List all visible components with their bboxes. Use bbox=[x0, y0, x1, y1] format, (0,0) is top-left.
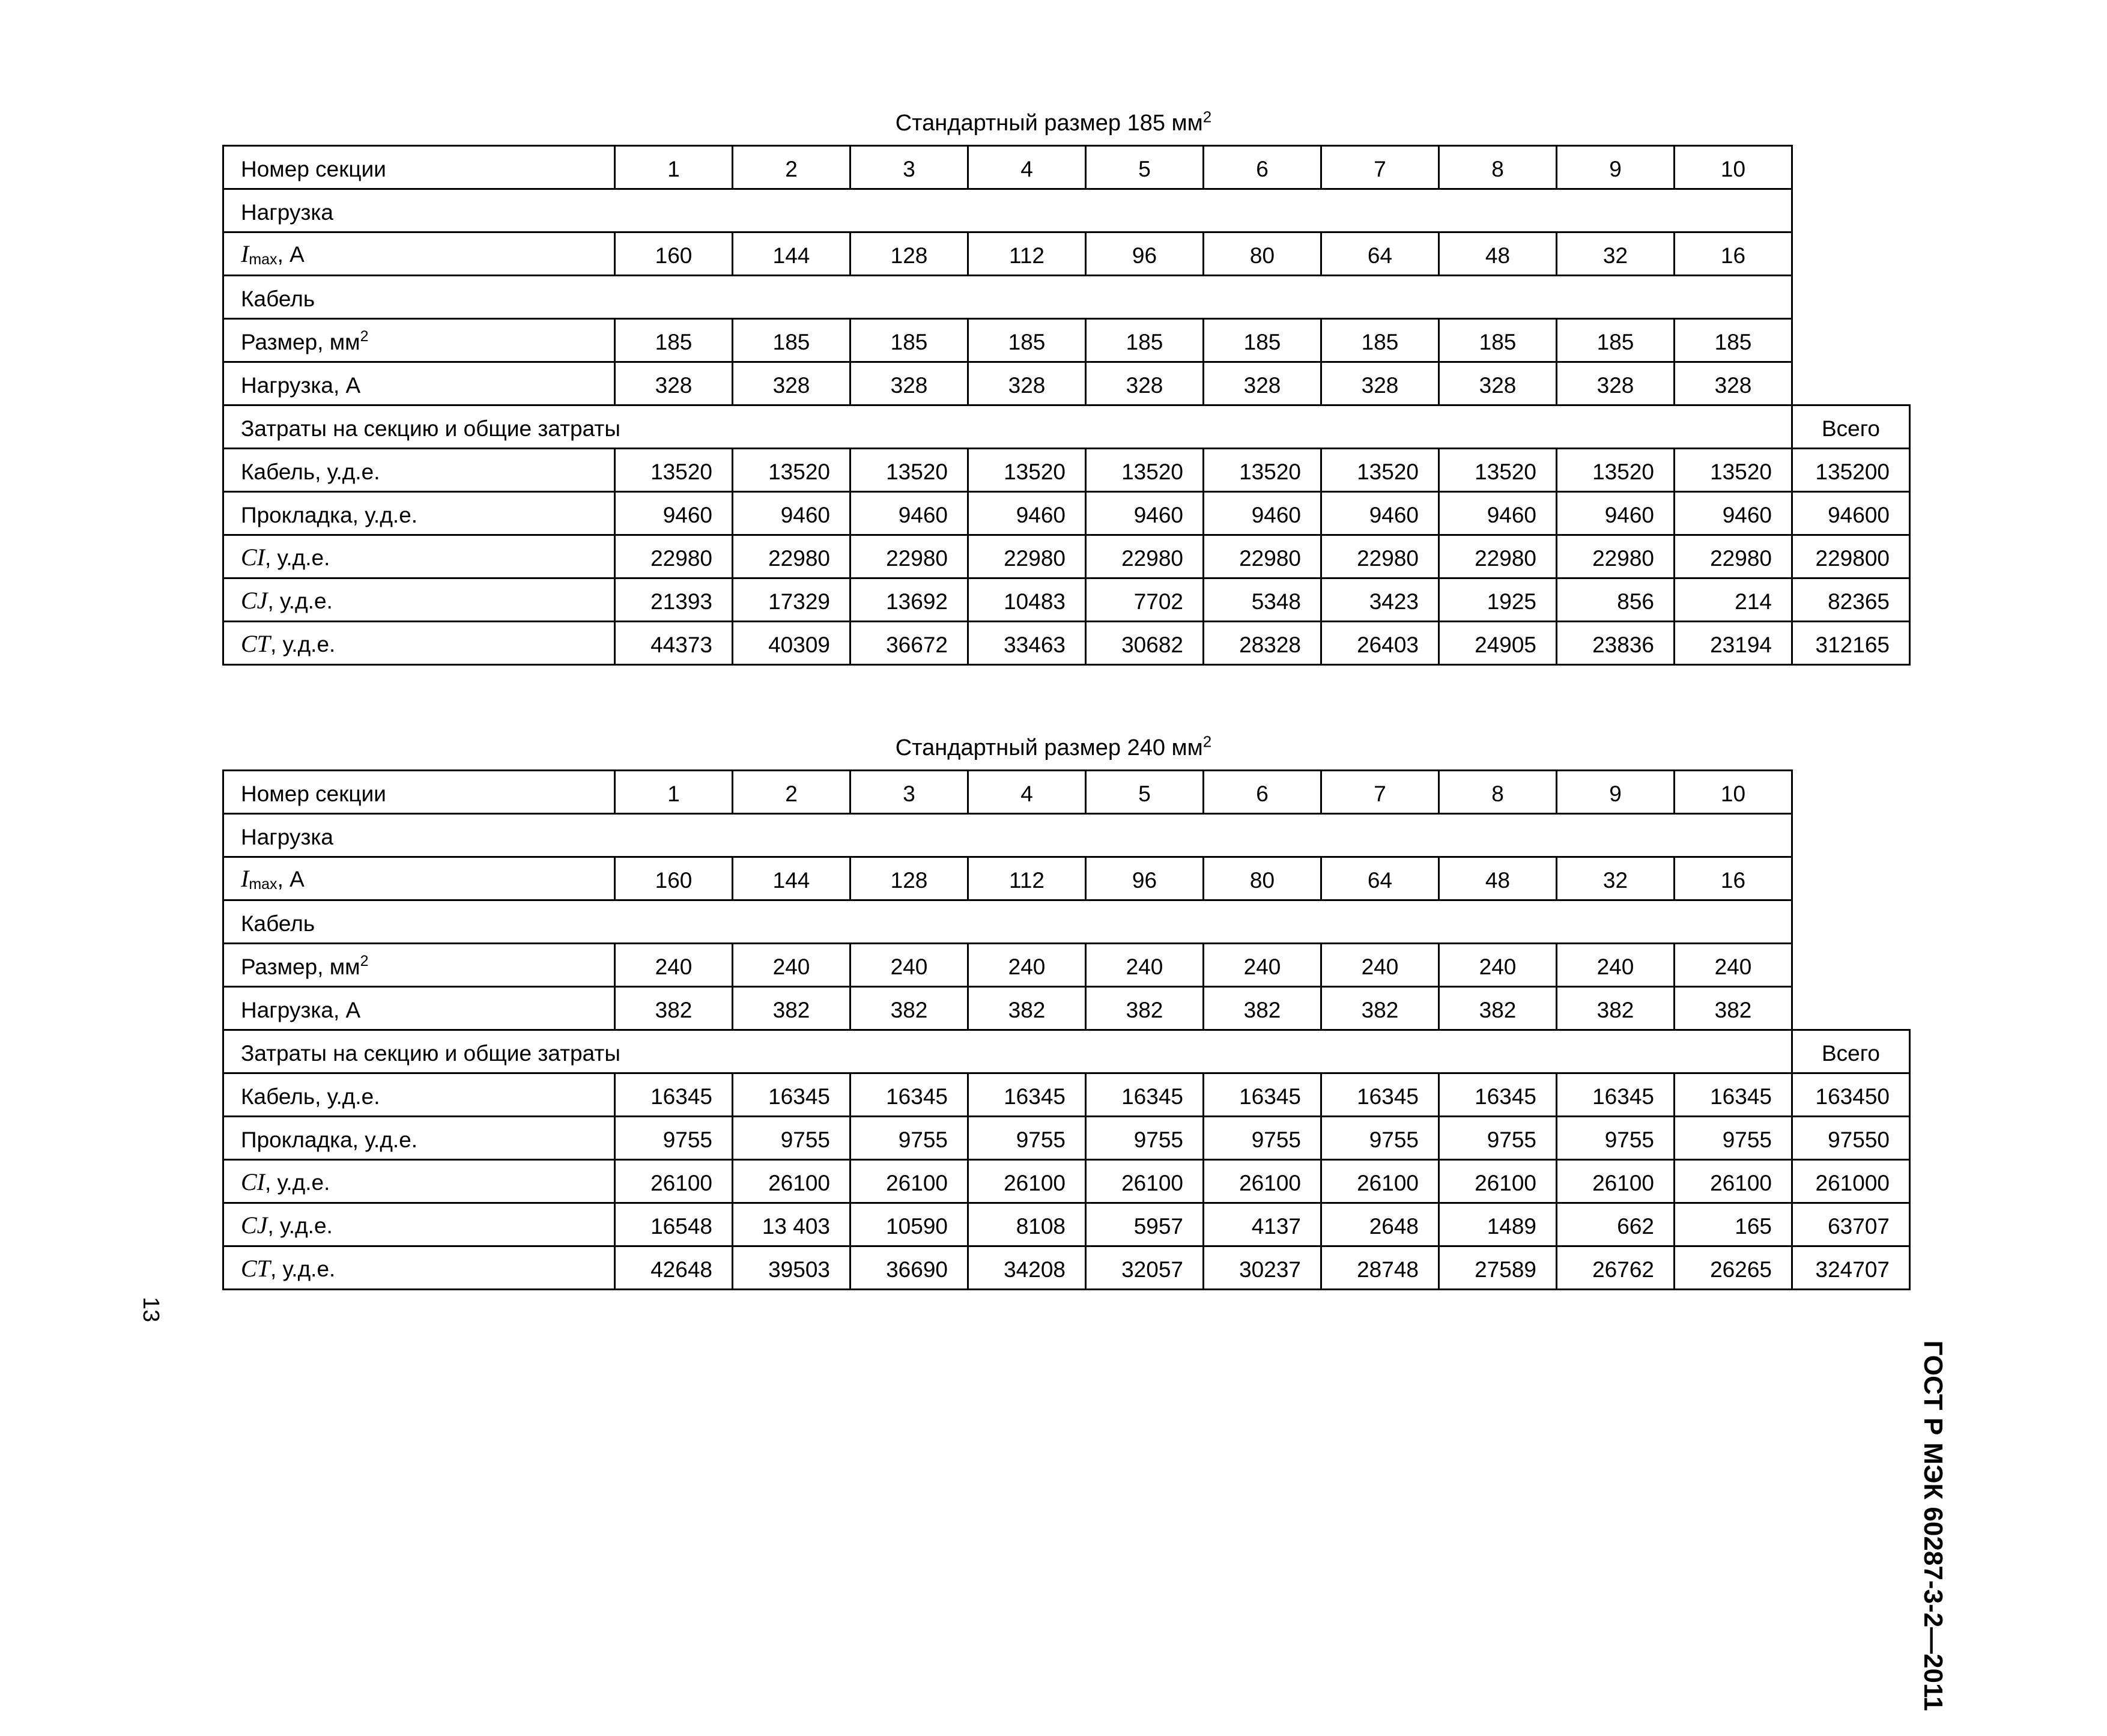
empty-cell bbox=[1792, 900, 1910, 944]
total-cell: 82365 bbox=[1792, 578, 1910, 622]
value-cell: 24905 bbox=[1439, 622, 1557, 665]
size-label-sup: 2 bbox=[360, 328, 369, 345]
imax-label bbox=[223, 232, 615, 276]
imax-label bbox=[223, 857, 615, 900]
laying-row bbox=[223, 1117, 1910, 1160]
value-cell: 7 bbox=[1321, 146, 1439, 189]
value-cell: 13520 bbox=[1086, 449, 1204, 492]
value-cell: 10483 bbox=[968, 578, 1086, 622]
value-cell: 6 bbox=[1204, 771, 1321, 814]
value-cell: 165 bbox=[1675, 1203, 1792, 1246]
empty-cell bbox=[1792, 146, 1910, 189]
total-cell: 229800 bbox=[1792, 535, 1910, 578]
value-cell: 26100 bbox=[1086, 1160, 1204, 1203]
value-cell: 28328 bbox=[1204, 622, 1321, 665]
value-cell: 16 bbox=[1675, 857, 1792, 900]
section-number-row bbox=[223, 771, 1910, 814]
ci-label bbox=[223, 1160, 615, 1203]
value-cell: 13520 bbox=[850, 449, 968, 492]
value-cell: 382 bbox=[850, 987, 968, 1030]
value-cell: 4 bbox=[968, 771, 1086, 814]
value-cell: 185 bbox=[615, 319, 733, 362]
value-cell: 328 bbox=[1321, 362, 1439, 405]
value-cell: 382 bbox=[1086, 987, 1204, 1030]
total-cell: 163450 bbox=[1792, 1073, 1910, 1117]
value-cell: 662 bbox=[1557, 1203, 1675, 1246]
value-cell: 32 bbox=[1557, 232, 1675, 276]
value-cell: 240 bbox=[615, 944, 733, 987]
value-cell: 26762 bbox=[1557, 1246, 1675, 1290]
value-cell: 3 bbox=[850, 146, 968, 189]
cable-group-row bbox=[223, 900, 1910, 944]
value-cell: 382 bbox=[968, 987, 1086, 1030]
empty-cell bbox=[1792, 189, 1910, 232]
value-cell: 7 bbox=[1321, 771, 1439, 814]
value-cell: 382 bbox=[733, 987, 850, 1030]
group-label: Затраты на секцию и общие затраты bbox=[223, 1030, 1792, 1073]
value-cell: 382 bbox=[1321, 987, 1439, 1030]
value-cell: 26100 bbox=[733, 1160, 850, 1203]
value-cell: 2648 bbox=[1321, 1203, 1439, 1246]
value-cell: 34208 bbox=[968, 1246, 1086, 1290]
value-cell: 240 bbox=[1204, 944, 1321, 987]
value-cell: 23836 bbox=[1557, 622, 1675, 665]
value-cell: 9755 bbox=[615, 1117, 733, 1160]
ampacity-row bbox=[223, 362, 1910, 405]
empty-cell bbox=[1792, 857, 1910, 900]
ampacity-label: Нагрузка, А bbox=[223, 987, 615, 1030]
ci-row bbox=[223, 535, 1910, 578]
value-cell: 1489 bbox=[1439, 1203, 1557, 1246]
ct-unit: , у.д.е. bbox=[270, 632, 336, 657]
imax-unit: , А bbox=[277, 242, 305, 267]
size-label-sup: 2 bbox=[360, 953, 369, 970]
value-cell: 16345 bbox=[1557, 1073, 1675, 1117]
laying-label: Прокладка, у.д.е. bbox=[223, 1117, 615, 1160]
table-240-caption: Стандартный размер 240 $мм^2$ bbox=[895, 732, 1212, 760]
value-cell: 40309 bbox=[733, 622, 850, 665]
empty-cell bbox=[1792, 987, 1910, 1030]
value-cell: 9460 bbox=[1086, 492, 1204, 535]
ampacity-label: Нагрузка, А bbox=[223, 362, 615, 405]
value-cell: 240 bbox=[1439, 944, 1557, 987]
cj-row bbox=[223, 1203, 1910, 1246]
value-cell: 13520 bbox=[1204, 449, 1321, 492]
value-cell: 240 bbox=[1321, 944, 1439, 987]
header-label: Номер секции bbox=[223, 146, 615, 189]
value-cell: 160 bbox=[615, 857, 733, 900]
value-cell: 185 bbox=[1086, 319, 1204, 362]
value-cell: 22980 bbox=[733, 535, 850, 578]
total-cell: 312165 bbox=[1792, 622, 1910, 665]
value-cell: 64 bbox=[1321, 232, 1439, 276]
size-label bbox=[223, 944, 615, 987]
ct-unit: , у.д.е. bbox=[270, 1257, 336, 1281]
value-cell: 9460 bbox=[1204, 492, 1321, 535]
ct-symbol: CT bbox=[241, 1255, 270, 1282]
value-cell: 13520 bbox=[615, 449, 733, 492]
value-cell: 8 bbox=[1439, 146, 1557, 189]
value-cell: 2 bbox=[733, 771, 850, 814]
value-cell: 3423 bbox=[1321, 578, 1439, 622]
value-cell: 26100 bbox=[1204, 1160, 1321, 1203]
value-cell: 5957 bbox=[1086, 1203, 1204, 1246]
cable-group-row bbox=[223, 276, 1910, 319]
ct-symbol: CT bbox=[241, 630, 270, 657]
value-cell: 42648 bbox=[615, 1246, 733, 1290]
ci-label bbox=[223, 535, 615, 578]
empty-cell bbox=[1792, 362, 1910, 405]
group-label: Кабель bbox=[223, 276, 1792, 319]
ct-row bbox=[223, 1246, 1910, 1290]
value-cell: 185 bbox=[1439, 319, 1557, 362]
value-cell: 9 bbox=[1557, 771, 1675, 814]
value-cell: 26100 bbox=[1439, 1160, 1557, 1203]
value-cell: 48 bbox=[1439, 232, 1557, 276]
value-cell: 112 bbox=[968, 232, 1086, 276]
value-cell: 382 bbox=[1204, 987, 1321, 1030]
value-cell: 16345 bbox=[1204, 1073, 1321, 1117]
empty-cell bbox=[1792, 319, 1910, 362]
value-cell: 382 bbox=[615, 987, 733, 1030]
group-label: Нагрузка bbox=[223, 189, 1792, 232]
value-cell: 10 bbox=[1675, 771, 1792, 814]
value-cell: 128 bbox=[850, 232, 968, 276]
value-cell: 240 bbox=[850, 944, 968, 987]
value-cell: 64 bbox=[1321, 857, 1439, 900]
value-cell: 36690 bbox=[850, 1246, 968, 1290]
value-cell: 16 bbox=[1675, 232, 1792, 276]
value-cell: 13520 bbox=[733, 449, 850, 492]
ct-label bbox=[223, 1246, 615, 1290]
imax-symbol: I bbox=[241, 240, 249, 267]
value-cell: 16345 bbox=[968, 1073, 1086, 1117]
total-cell: 135200 bbox=[1792, 449, 1910, 492]
laying-label: Прокладка, у.д.е. bbox=[223, 492, 615, 535]
costs-group-row bbox=[223, 405, 1910, 449]
value-cell: 7702 bbox=[1086, 578, 1204, 622]
value-cell: 22980 bbox=[1086, 535, 1204, 578]
value-cell: 240 bbox=[1086, 944, 1204, 987]
cj-symbol: CJ bbox=[241, 1212, 268, 1239]
cable-cost-row bbox=[223, 449, 1910, 492]
empty-cell bbox=[1792, 276, 1910, 319]
value-cell: 144 bbox=[733, 232, 850, 276]
value-cell: 39503 bbox=[733, 1246, 850, 1290]
table-185 bbox=[222, 145, 1911, 666]
value-cell: 48 bbox=[1439, 857, 1557, 900]
total-cell: 94600 bbox=[1792, 492, 1910, 535]
value-cell: 30682 bbox=[1086, 622, 1204, 665]
value-cell: 185 bbox=[1557, 319, 1675, 362]
value-cell: 9460 bbox=[1675, 492, 1792, 535]
ci-symbol: CI bbox=[241, 1168, 265, 1195]
value-cell: 22980 bbox=[1321, 535, 1439, 578]
value-cell: 9755 bbox=[1439, 1117, 1557, 1160]
value-cell: 22980 bbox=[968, 535, 1086, 578]
imax-row bbox=[223, 857, 1910, 900]
value-cell: 240 bbox=[968, 944, 1086, 987]
load-group-row bbox=[223, 814, 1910, 857]
value-cell: 128 bbox=[850, 857, 968, 900]
cj-row bbox=[223, 578, 1910, 622]
value-cell: 9460 bbox=[1321, 492, 1439, 535]
value-cell: 13520 bbox=[1439, 449, 1557, 492]
value-cell: 16345 bbox=[1086, 1073, 1204, 1117]
value-cell: 22980 bbox=[1675, 535, 1792, 578]
value-cell: 856 bbox=[1557, 578, 1675, 622]
value-cell: 382 bbox=[1439, 987, 1557, 1030]
value-cell: 26100 bbox=[1557, 1160, 1675, 1203]
value-cell: 9755 bbox=[968, 1117, 1086, 1160]
ct-row bbox=[223, 622, 1910, 665]
value-cell: 10 bbox=[1675, 146, 1792, 189]
cable-cost-row bbox=[223, 1073, 1910, 1117]
value-cell: 22980 bbox=[1204, 535, 1321, 578]
ci-row bbox=[223, 1160, 1910, 1203]
value-cell: 22980 bbox=[850, 535, 968, 578]
value-cell: 328 bbox=[850, 362, 968, 405]
value-cell: 144 bbox=[733, 857, 850, 900]
value-cell: 214 bbox=[1675, 578, 1792, 622]
value-cell: 26100 bbox=[1321, 1160, 1439, 1203]
document-code: ГОСТ Р МЭК 60287-3-2—2011 bbox=[1918, 1340, 1948, 1711]
cj-label bbox=[223, 1203, 615, 1246]
value-cell: 22980 bbox=[1439, 535, 1557, 578]
value-cell: 26100 bbox=[968, 1160, 1086, 1203]
value-cell: 328 bbox=[1086, 362, 1204, 405]
imax-row bbox=[223, 232, 1910, 276]
load-group-row bbox=[223, 189, 1910, 232]
value-cell: 240 bbox=[733, 944, 850, 987]
value-cell: 8 bbox=[1439, 771, 1557, 814]
group-label: Нагрузка bbox=[223, 814, 1792, 857]
value-cell: 16548 bbox=[615, 1203, 733, 1246]
cj-unit: , у.д.е. bbox=[267, 589, 333, 613]
value-cell: 4 bbox=[968, 146, 1086, 189]
value-cell: 10590 bbox=[850, 1203, 968, 1246]
empty-cell bbox=[1792, 944, 1910, 987]
ct-label bbox=[223, 622, 615, 665]
value-cell: 33463 bbox=[968, 622, 1086, 665]
value-cell: 5348 bbox=[1204, 578, 1321, 622]
value-cell: 1925 bbox=[1439, 578, 1557, 622]
page-number: 13 bbox=[138, 1296, 163, 1323]
size-row bbox=[223, 319, 1910, 362]
value-cell: 185 bbox=[1321, 319, 1439, 362]
value-cell: 240 bbox=[1675, 944, 1792, 987]
value-cell: 96 bbox=[1086, 857, 1204, 900]
value-cell: 328 bbox=[1675, 362, 1792, 405]
size-label-text: Размер, мм bbox=[241, 954, 360, 979]
value-cell: 32 bbox=[1557, 857, 1675, 900]
value-cell: 26100 bbox=[1675, 1160, 1792, 1203]
group-label: Затраты на секцию и общие затраты bbox=[223, 405, 1792, 449]
value-cell: 96 bbox=[1086, 232, 1204, 276]
cj-symbol: CJ bbox=[241, 587, 268, 614]
value-cell: 16345 bbox=[1675, 1073, 1792, 1117]
value-cell: 9755 bbox=[1204, 1117, 1321, 1160]
value-cell: 13 403 bbox=[733, 1203, 850, 1246]
value-cell: 13520 bbox=[1321, 449, 1439, 492]
value-cell: 16345 bbox=[1439, 1073, 1557, 1117]
value-cell: 5 bbox=[1086, 146, 1204, 189]
cable-cost-label: Кабель, у.д.е. bbox=[223, 1073, 615, 1117]
value-cell: 9460 bbox=[615, 492, 733, 535]
table-185-caption: Стандартный размер 185 $мм^2$ bbox=[895, 108, 1212, 136]
value-cell: 9755 bbox=[1321, 1117, 1439, 1160]
value-cell: 16345 bbox=[615, 1073, 733, 1117]
value-cell: 9460 bbox=[733, 492, 850, 535]
section-number-row bbox=[223, 146, 1910, 189]
total-cell: 97550 bbox=[1792, 1117, 1910, 1160]
value-cell: 1 bbox=[615, 771, 733, 814]
ci-unit: , у.д.е. bbox=[265, 1170, 330, 1195]
value-cell: 30237 bbox=[1204, 1246, 1321, 1290]
imax-unit: , А bbox=[277, 867, 305, 891]
total-header: Всего bbox=[1792, 405, 1910, 449]
value-cell: 23194 bbox=[1675, 622, 1792, 665]
value-cell: 1 bbox=[615, 146, 733, 189]
value-cell: 16345 bbox=[850, 1073, 968, 1117]
value-cell: 112 bbox=[968, 857, 1086, 900]
cable-cost-label: Кабель, у.д.е. bbox=[223, 449, 615, 492]
value-cell: 44373 bbox=[615, 622, 733, 665]
size-row bbox=[223, 944, 1910, 987]
value-cell: 5 bbox=[1086, 771, 1204, 814]
value-cell: 13692 bbox=[850, 578, 968, 622]
value-cell: 2 bbox=[733, 146, 850, 189]
value-cell: 328 bbox=[615, 362, 733, 405]
value-cell: 328 bbox=[1439, 362, 1557, 405]
value-cell: 26100 bbox=[615, 1160, 733, 1203]
table-240 bbox=[222, 769, 1911, 1290]
value-cell: 21393 bbox=[615, 578, 733, 622]
cj-unit: , у.д.е. bbox=[267, 1213, 333, 1238]
value-cell: 9460 bbox=[1439, 492, 1557, 535]
value-cell: 328 bbox=[1204, 362, 1321, 405]
value-cell: 9755 bbox=[733, 1117, 850, 1160]
value-cell: 32057 bbox=[1086, 1246, 1204, 1290]
value-cell: 80 bbox=[1204, 857, 1321, 900]
total-cell: 324707 bbox=[1792, 1246, 1910, 1290]
value-cell: 185 bbox=[733, 319, 850, 362]
value-cell: 9460 bbox=[850, 492, 968, 535]
value-cell: 27589 bbox=[1439, 1246, 1557, 1290]
value-cell: 22980 bbox=[615, 535, 733, 578]
value-cell: 13520 bbox=[1675, 449, 1792, 492]
value-cell: 26100 bbox=[850, 1160, 968, 1203]
value-cell: 17329 bbox=[733, 578, 850, 622]
value-cell: 3 bbox=[850, 771, 968, 814]
cj-label bbox=[223, 578, 615, 622]
value-cell: 328 bbox=[733, 362, 850, 405]
value-cell: 9460 bbox=[1557, 492, 1675, 535]
value-cell: 80 bbox=[1204, 232, 1321, 276]
value-cell: 9 bbox=[1557, 146, 1675, 189]
value-cell: 13520 bbox=[968, 449, 1086, 492]
value-cell: 328 bbox=[968, 362, 1086, 405]
value-cell: 9755 bbox=[1557, 1117, 1675, 1160]
value-cell: 26265 bbox=[1675, 1246, 1792, 1290]
ci-symbol: CI bbox=[241, 544, 265, 571]
value-cell: 16345 bbox=[1321, 1073, 1439, 1117]
imax-subscript: max bbox=[249, 251, 277, 268]
ampacity-row bbox=[223, 987, 1910, 1030]
value-cell: 185 bbox=[1204, 319, 1321, 362]
value-cell: 4137 bbox=[1204, 1203, 1321, 1246]
value-cell: 8108 bbox=[968, 1203, 1086, 1246]
costs-group-row bbox=[223, 1030, 1910, 1073]
value-cell: 160 bbox=[615, 232, 733, 276]
value-cell: 9755 bbox=[850, 1117, 968, 1160]
total-cell: 63707 bbox=[1792, 1203, 1910, 1246]
value-cell: 185 bbox=[968, 319, 1086, 362]
ci-unit: , у.д.е. bbox=[265, 545, 330, 570]
value-cell: 13520 bbox=[1557, 449, 1675, 492]
value-cell: 28748 bbox=[1321, 1246, 1439, 1290]
value-cell: 36672 bbox=[850, 622, 968, 665]
group-label: Кабель bbox=[223, 900, 1792, 944]
value-cell: 6 bbox=[1204, 146, 1321, 189]
value-cell: 9460 bbox=[968, 492, 1086, 535]
header-label: Номер секции bbox=[223, 771, 615, 814]
value-cell: 240 bbox=[1557, 944, 1675, 987]
value-cell: 9755 bbox=[1086, 1117, 1204, 1160]
value-cell: 26403 bbox=[1321, 622, 1439, 665]
value-cell: 9755 bbox=[1675, 1117, 1792, 1160]
value-cell: 185 bbox=[1675, 319, 1792, 362]
empty-cell bbox=[1792, 232, 1910, 276]
value-cell: 185 bbox=[850, 319, 968, 362]
value-cell: 382 bbox=[1675, 987, 1792, 1030]
imax-symbol: I bbox=[241, 865, 249, 892]
value-cell: 16345 bbox=[733, 1073, 850, 1117]
value-cell: 22980 bbox=[1557, 535, 1675, 578]
empty-cell bbox=[1792, 814, 1910, 857]
imax-subscript: max bbox=[249, 876, 277, 893]
value-cell: 382 bbox=[1557, 987, 1675, 1030]
size-label bbox=[223, 319, 615, 362]
total-header: Всего bbox=[1792, 1030, 1910, 1073]
value-cell: 328 bbox=[1557, 362, 1675, 405]
empty-cell bbox=[1792, 771, 1910, 814]
size-label-text: Размер, мм bbox=[241, 330, 360, 354]
total-cell: 261000 bbox=[1792, 1160, 1910, 1203]
laying-row bbox=[223, 492, 1910, 535]
